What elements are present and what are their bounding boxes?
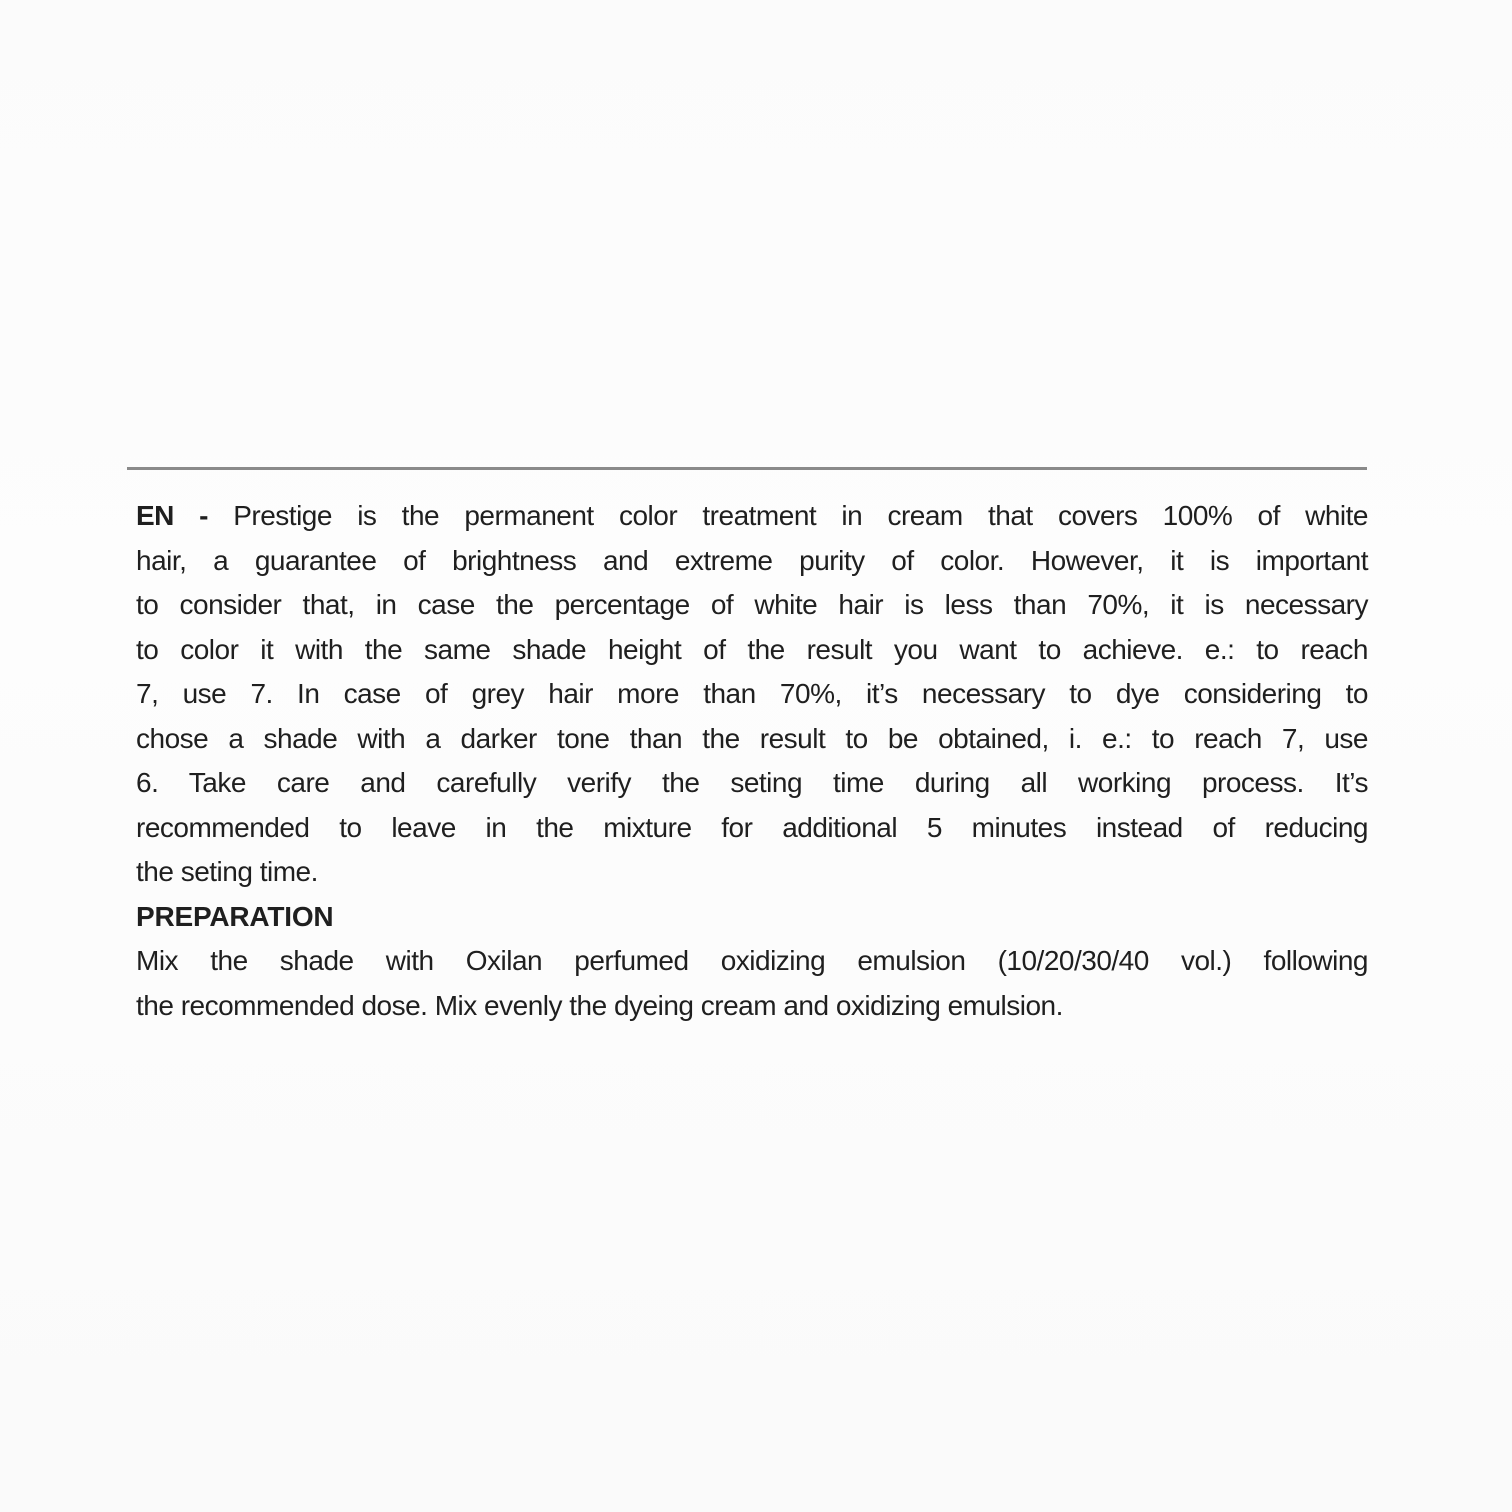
text-line: recommended to leave in the mixture for additional 5 minutes instead of reducing: [136, 811, 1368, 843]
preparation-heading: PREPARATION: [136, 900, 334, 932]
text-line: the recommended dose. Mix evenly the dyeing cream and oxidizing emulsion.: [136, 989, 1063, 1021]
instructions-text-block: [136, 494, 1368, 1028]
text-line-content: Prestige is the permanent color treatment in cream that covers 100% of white: [233, 500, 1368, 531]
text-line: Mix the shade with Oxilan perfumed oxidizing emulsion (10/20/30/40 vol.) following: [136, 945, 1368, 976]
language-prefix: EN -: [136, 500, 208, 531]
text-line: [136, 494, 1368, 539]
text-line: 7, use 7. In case of grey hair more than 70%, it’s necessary to dye considering to: [136, 678, 1368, 709]
text-line: to color it with the same shade height of the result you want to achieve. e.: to reach: [136, 633, 1368, 665]
text-line: to consider that, in case the percentage of white hair is less than 70%, it is necessary: [136, 589, 1368, 620]
text-line: the seting time.: [136, 856, 318, 887]
text-line: hair, a guarantee of brightness and extreme purity of color. However, it is important: [136, 544, 1368, 576]
text-line: chose a shade with a darker tone than the result to be obtained, i. e.: to reach 7, use: [136, 722, 1368, 754]
text-line: 6. Take care and carefully verify the seting time during all working process. It’s: [136, 767, 1368, 798]
top-divider-rule: [127, 467, 1367, 470]
